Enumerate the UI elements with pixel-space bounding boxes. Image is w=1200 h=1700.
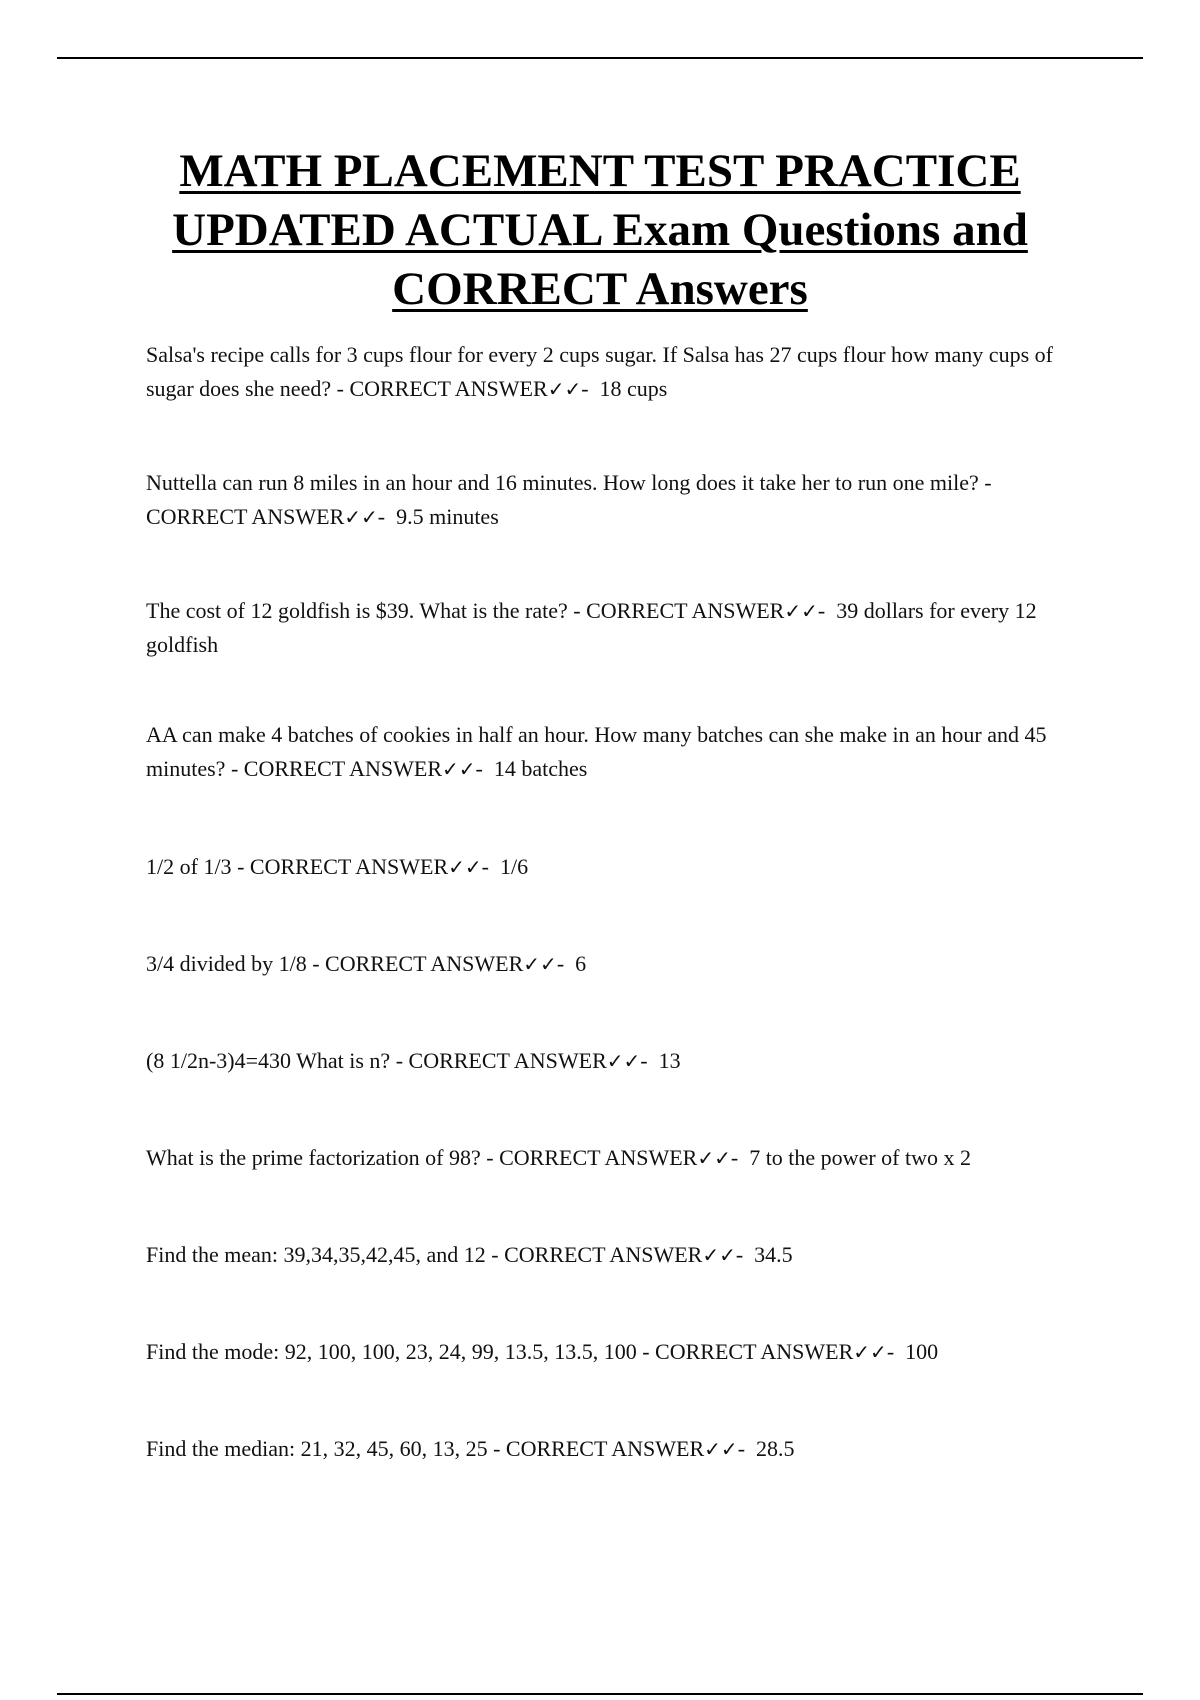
check-icon: ✓✓ [784, 599, 818, 623]
check-icon: ✓✓ [547, 377, 582, 401]
bottom-divider [57, 1693, 1143, 1695]
answer-label: CORRECT ANSWER [655, 1339, 854, 1364]
answer-label: CORRECT ANSWER [249, 854, 449, 879]
answer-label: CORRECT ANSWER [586, 598, 785, 623]
title-line-3: CORRECT Answers [392, 263, 808, 315]
qa-item: AA can make 4 batches of cookies in half an hour. How many batches can she make in an hour and 45 minutes? - CORRECT ANSWER✓✓- 14 batches [146, 722, 1047, 781]
qa-item: (8 1/2n-3)4=430 What is n? - CORRECT ANSWER✓✓- 13 [146, 1048, 681, 1073]
check-icon: ✓✓ [442, 757, 476, 781]
answer-label: CORRECT ANSWER [505, 1436, 705, 1461]
answer-label: CORRECT ANSWER [325, 951, 524, 976]
qa-item: Find the mean: 39,34,35,42,45, and 12 - CORRECT ANSWER✓✓- 34.5 [146, 1242, 793, 1267]
qa-item: 3/4 divided by 1/8 - CORRECT ANSWER✓✓- 6 [146, 951, 587, 976]
answer-label: CORRECT ANSWER [146, 504, 345, 529]
question-text: The cost of 12 goldfish is $39. What is the rate? [146, 598, 568, 623]
qa-item: Find the median: 21, 32, 45, 60, 13, 25 - CORRECT ANSWER✓✓- 28.5 [146, 1436, 795, 1461]
question-text: 3/4 divided by 1/8 [146, 951, 307, 976]
qa-item: Salsa's recipe calls for 3 cups flour for every 2 cups sugar. If Salsa has 27 cups flour how many cups of sugar does she need? - CORRECT ANSWER✓✓- 18 cups [146, 342, 1053, 401]
question-text: (8 1/2n-3)4=430 What is n? [146, 1048, 391, 1073]
answer-text: 7 to the power of two x 2 [749, 1145, 971, 1170]
question-text: What is the prime factorization of 98? [146, 1145, 481, 1170]
check-icon: ✓✓ [344, 505, 378, 529]
answer-text: 13 [658, 1048, 681, 1073]
answer-text: 9.5 minutes [396, 504, 499, 529]
answer-text: 1/6 [499, 854, 529, 879]
answer-text: 34.5 [754, 1242, 793, 1267]
document-title [80, 142, 1120, 319]
answer-text: 14 batches [493, 756, 588, 781]
qa-item: Find the mode: 92, 100, 100, 23, 24, 99, 13.5, 13.5, 100 - CORRECT ANSWER✓✓- 100 [146, 1339, 939, 1364]
qa-item: What is the prime factorization of 98? - CORRECT ANSWER✓✓- 7 to the power of two x 2 [146, 1145, 971, 1170]
title-line-2: UPDATED ACTUAL Exam Questions and [172, 204, 1028, 256]
answer-label: CORRECT ANSWER [504, 1242, 703, 1267]
answer-text: 28.5 [756, 1436, 795, 1461]
check-icon: ✓✓ [853, 1340, 887, 1364]
check-icon: ✓✓ [702, 1243, 736, 1267]
question-text: Find the mean: 39,34,35,42,45, and 12 [146, 1242, 486, 1267]
answer-text: 18 cups [599, 376, 668, 401]
check-icon: ✓✓ [523, 952, 557, 976]
title-line-1: MATH PLACEMENT TEST PRACTICE [179, 145, 1021, 197]
answer-text: 39 dollars for every 12 goldfish [146, 598, 1037, 657]
top-divider [57, 57, 1143, 59]
check-icon: ✓✓ [448, 855, 482, 879]
question-text: Salsa's recipe calls for 3 cups flour for every 2 cups sugar. If Salsa has 27 cups flour how many cups of sugar does she need? [146, 342, 1053, 401]
answer-text: 6 [575, 951, 587, 976]
question-text: Find the median: 21, 32, 45, 60, 13, 25 [146, 1436, 488, 1461]
question-text: 1/2 of 1/3 [146, 854, 232, 879]
check-icon: ✓✓ [606, 1049, 641, 1073]
question-text: AA can make 4 batches of cookies in half an hour. How many batches can she make in an hour and 45 minutes? [146, 722, 1047, 781]
qa-item: Nuttella can run 8 miles in an hour and 16 minutes. How long does it take her to run one mile? - CORRECT ANSWER✓✓- 9.5 minutes [146, 470, 992, 529]
answer-label: CORRECT ANSWER [349, 376, 548, 401]
qa-item: The cost of 12 goldfish is $39. What is the rate? - CORRECT ANSWER✓✓- 39 dollars for every 12 goldfish [146, 598, 1037, 657]
check-icon: ✓✓ [697, 1146, 731, 1170]
question-text: Find the mode: 92, 100, 100, 23, 24, 99, 13.5, 13.5, 100 [146, 1339, 637, 1364]
answer-label: CORRECT ANSWER [408, 1048, 607, 1073]
check-icon: ✓✓ [704, 1437, 738, 1461]
qa-item: 1/2 of 1/3 - CORRECT ANSWER✓✓- 1/6 [146, 854, 529, 879]
answer-text: 100 [905, 1339, 939, 1364]
answer-label: CORRECT ANSWER [499, 1145, 698, 1170]
answer-label: CORRECT ANSWER [243, 756, 443, 781]
question-text: Nuttella can run 8 miles in an hour and 16 minutes. How long does it take her to run one mile? [146, 470, 979, 495]
